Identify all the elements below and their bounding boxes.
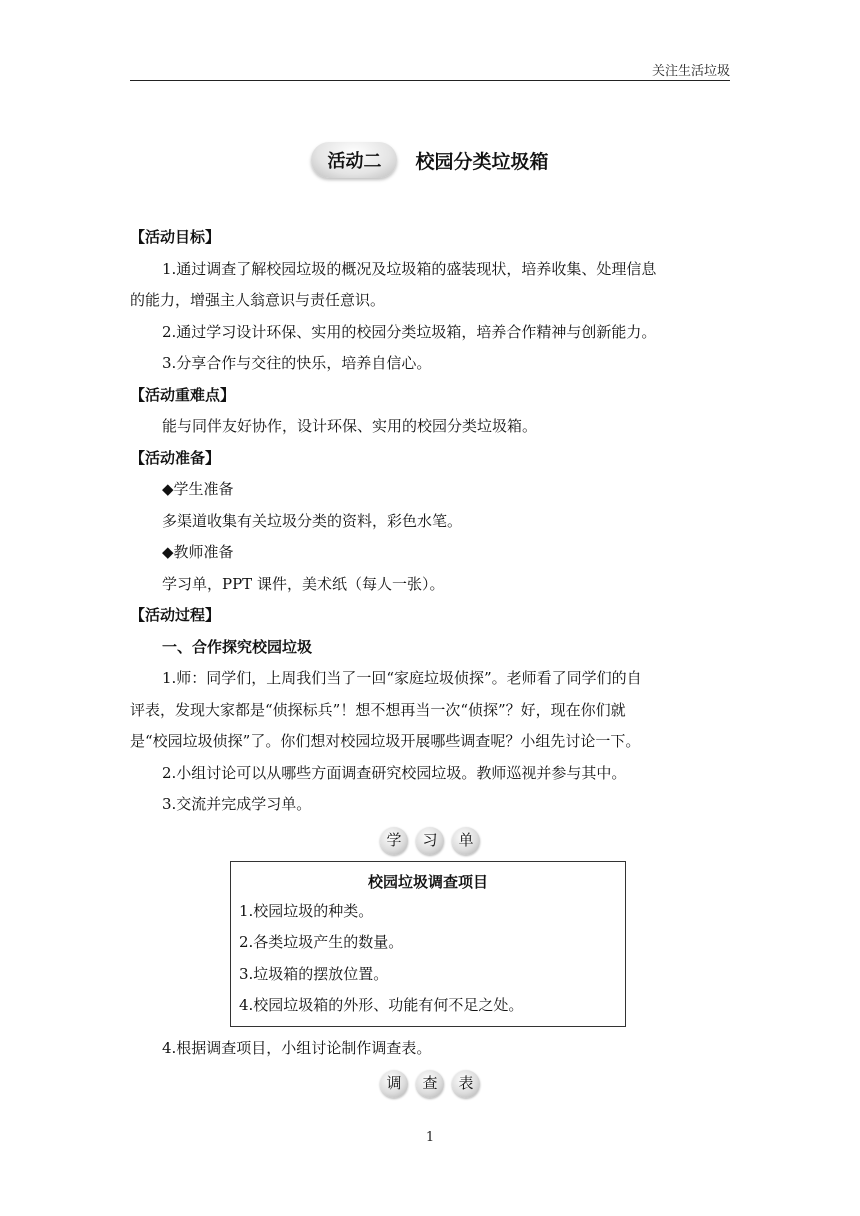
process-heading: 【活动过程】: [130, 606, 221, 624]
process-line-2: 评表，发现大家都是“侦探标兵”！想不想再当一次“侦探”？好，现在你们就: [130, 700, 626, 719]
goal-line-3: 2.通过学习设计环保、实用的校园分类垃圾箱，培养合作精神与创新能力。: [162, 322, 657, 341]
student-prep-label: ◆学生准备: [162, 480, 234, 498]
study-item-2: 2.各类垃圾产生的数量。: [239, 933, 404, 951]
badge-survey-3: 表: [452, 1070, 480, 1098]
survey-badges: [130, 1070, 730, 1098]
goal-line-2: 的能力，增强主人翁意识与责任意识。: [130, 291, 386, 309]
process-step-4: 4.根据调查项目，小组讨论制作调查表。: [162, 1038, 432, 1057]
badge-survey-2: 查: [416, 1070, 444, 1098]
process-line-5: 3.交流并完成学习单。: [162, 795, 312, 813]
teacher-prep-label: ◆教师准备: [162, 543, 234, 561]
process-line-1: 1.师：同学们，上周我们当了一回“家庭垃圾侦探”。老师看了同学们的自: [162, 669, 642, 687]
badge-study-2: 习: [416, 827, 444, 855]
process-part1-heading: 一、合作探究校园垃圾: [162, 637, 313, 656]
study-item-3: 3.垃圾箱的摆放位置。: [239, 964, 389, 983]
badge-study-3: 单: [452, 827, 480, 855]
badge-survey-1: 调: [380, 1070, 408, 1098]
study-sheet-badges: [130, 827, 730, 855]
keypoints-heading: 【活动重难点】: [130, 385, 236, 404]
study-item-1: 1.校园垃圾的种类。: [239, 901, 374, 920]
goal-line-4: 3.分享合作与交往的快乐，培养自信心。: [162, 354, 432, 372]
goals-heading: 【活动目标】: [130, 228, 221, 246]
student-prep-text: 多渠道收集有关垃圾分类的资料，彩色水笔。: [162, 511, 463, 530]
page-number: 1: [425, 1130, 435, 1145]
prep-heading: 【活动准备】: [130, 448, 221, 467]
title-main: 校园分类垃圾箱: [415, 150, 549, 173]
keypoints-text: 能与同伴友好协作，设计环保、实用的校园分类垃圾箱。: [162, 417, 538, 435]
teacher-prep-text: 学习单，PPT 课件，美术纸（每人一张）。: [162, 574, 445, 593]
header-rule: [130, 80, 730, 81]
study-box-title: 校园垃圾调查项目: [367, 872, 488, 891]
badge-study-1: 学: [380, 827, 408, 855]
header-text: 关注生活垃圾: [651, 64, 730, 79]
page-title: [0, 142, 860, 178]
study-item-4: 4.校园垃圾箱的外形、功能有何不足之处。: [239, 996, 524, 1014]
goal-line-1: 1.通过调查了解校园垃圾的概况及垃圾箱的盛装现状，培养收集、处理信息: [162, 259, 657, 278]
process-line-4: 2.小组讨论可以从哪些方面调查研究校园垃圾。教师巡视并参与其中。: [162, 763, 627, 782]
study-sheet-box: [230, 861, 626, 1027]
title-pill: 活动二: [311, 142, 397, 178]
document-body: [130, 222, 730, 1104]
process-line-3: 是“校园垃圾侦探”了。你们想对校园垃圾开展哪些调查呢？小组先讨论一下。: [130, 732, 641, 750]
